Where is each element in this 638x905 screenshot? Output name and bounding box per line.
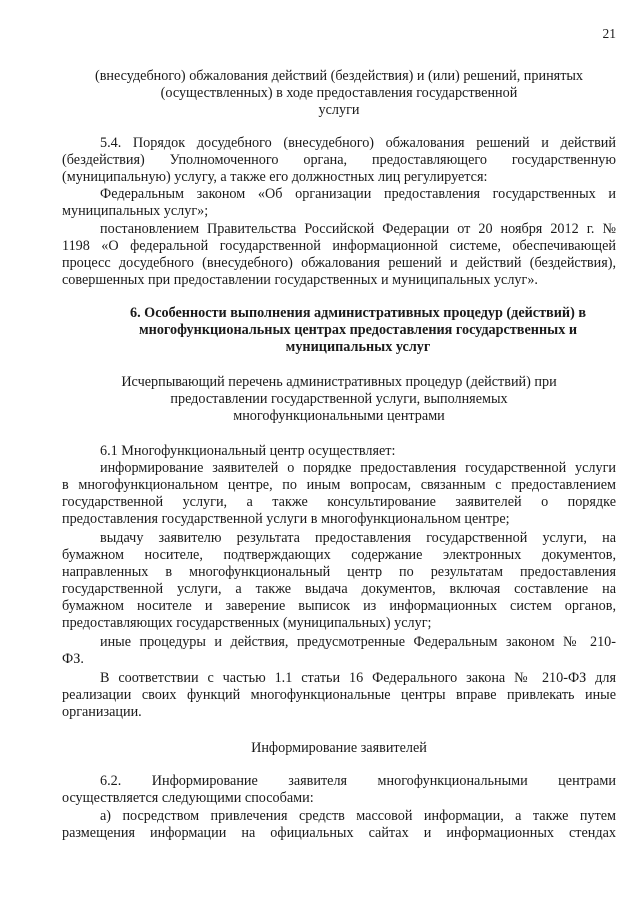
subsection-heading-procedures bbox=[62, 374, 616, 425]
paragraph-other-procedures bbox=[62, 634, 616, 668]
text-line: размещения информации на официальных сайтах и информационных стендах bbox=[62, 825, 616, 842]
text-line: (муниципальную) услугу, а также его должностных лиц регулируется: bbox=[62, 169, 488, 186]
paragraph-item-a bbox=[62, 808, 616, 842]
paragraph-5-4 bbox=[62, 135, 616, 186]
text-line: Федеральным законом «Об организации предоставления государственных и bbox=[100, 186, 616, 202]
text-line: муниципальных услуг»; bbox=[62, 203, 209, 220]
subsection-heading-appeal bbox=[62, 68, 616, 119]
heading-line: многофункциональными центрами bbox=[233, 408, 445, 425]
text-line: государственной услуги, а также выдача документов, включая составление на bbox=[62, 581, 616, 598]
page-number: 21 bbox=[602, 26, 616, 41]
paragraph-informing bbox=[62, 460, 616, 528]
heading-line: (осуществленных) в ходе предоставления государственной bbox=[160, 85, 518, 102]
subsection-heading-informing bbox=[62, 740, 616, 757]
text-line: предоставляющих государственных (муниципальных) услуг; bbox=[62, 615, 432, 632]
text-line: В соответствии с частью 1.1 статьи 16 Федерального закона № 210-ФЗ для bbox=[100, 670, 616, 686]
text-line: бумажном носителе, подтверждающих содержание электронных документов, bbox=[62, 547, 616, 564]
text-line: направленных в многофункциональный центр по результатам предоставления bbox=[62, 564, 616, 581]
text-line: выдачу заявителю результата предоставления государственной услуги, на bbox=[100, 530, 616, 546]
text-line: государственной услуги, а также консультирование заявителей о порядке bbox=[62, 494, 616, 511]
text-line: ФЗ. bbox=[62, 651, 84, 668]
paragraph-federal-law bbox=[62, 186, 616, 220]
text-line: информирование заявителей о порядке предоставления государственной услуги bbox=[100, 460, 616, 476]
heading-line: Информирование заявителей bbox=[251, 740, 427, 756]
text-line: постановлением Правительства Российской Федерации от 20 ноября 2012 г. № bbox=[100, 221, 616, 237]
paragraph-6-1 bbox=[62, 443, 616, 460]
section-6-heading bbox=[100, 305, 616, 356]
heading-line: услуги bbox=[318, 102, 360, 119]
text-line: а) посредством привлечения средств массовой информации, а также путем bbox=[100, 808, 616, 824]
paragraph-government-decree bbox=[62, 221, 616, 289]
text-line: 5.4. Порядок досудебного (внесудебного) обжалования решений и действий bbox=[100, 135, 616, 151]
heading-line: (внесудебного) обжалования действий (бездействия) и (или) решений, принятых bbox=[94, 68, 584, 84]
text-line: бумажном носителе и заверение выписок из информационных систем органов, bbox=[62, 598, 616, 615]
paragraph-accordance bbox=[62, 670, 616, 721]
text-line: в многофункциональном центре, по иным вопросам, связанным с предоставлением bbox=[62, 477, 616, 494]
text-line: 1198 «О федеральной государственной информационной системе, обеспечивающей bbox=[62, 238, 616, 255]
text-line: реализации своих функций многофункциональные центры вправе привлекать иные bbox=[62, 687, 616, 704]
text-line: предоставления государственной услуги в многофункциональном центре; bbox=[62, 511, 510, 528]
text-line: осуществляется следующими способами: bbox=[62, 790, 314, 807]
text-line: 6.2. Информирование заявителя многофункциональными центрами bbox=[100, 773, 616, 789]
heading-line: предоставлении государственной услуги, выполняемых bbox=[170, 391, 508, 408]
paragraph-6-2 bbox=[62, 773, 616, 807]
paragraph-issuance bbox=[62, 530, 616, 633]
text-line: организации. bbox=[62, 704, 142, 721]
heading-line: Исчерпывающий перечень административных процедур (действий) при bbox=[121, 374, 557, 390]
text-line: совершенных при предоставлении государственных и муниципальных услуг». bbox=[62, 272, 538, 289]
heading-line: 6. Особенности выполнения административных процедур (действий) в bbox=[129, 305, 586, 321]
text-line: (бездействия) Уполномоченного органа, предоставляющего государственную bbox=[62, 152, 616, 169]
text-line: процесс досудебного (внесудебного) обжалования решений и действий (бездействия), bbox=[62, 255, 616, 272]
heading-line: муниципальных услуг bbox=[285, 339, 431, 356]
heading-line: многофункциональных центрах предоставления государственных и bbox=[138, 322, 578, 339]
text-line: 6.1 Многофункциональный центр осуществляет: bbox=[100, 443, 396, 459]
text-line: иные процедуры и действия, предусмотренные Федеральным законом № 210- bbox=[100, 634, 616, 650]
